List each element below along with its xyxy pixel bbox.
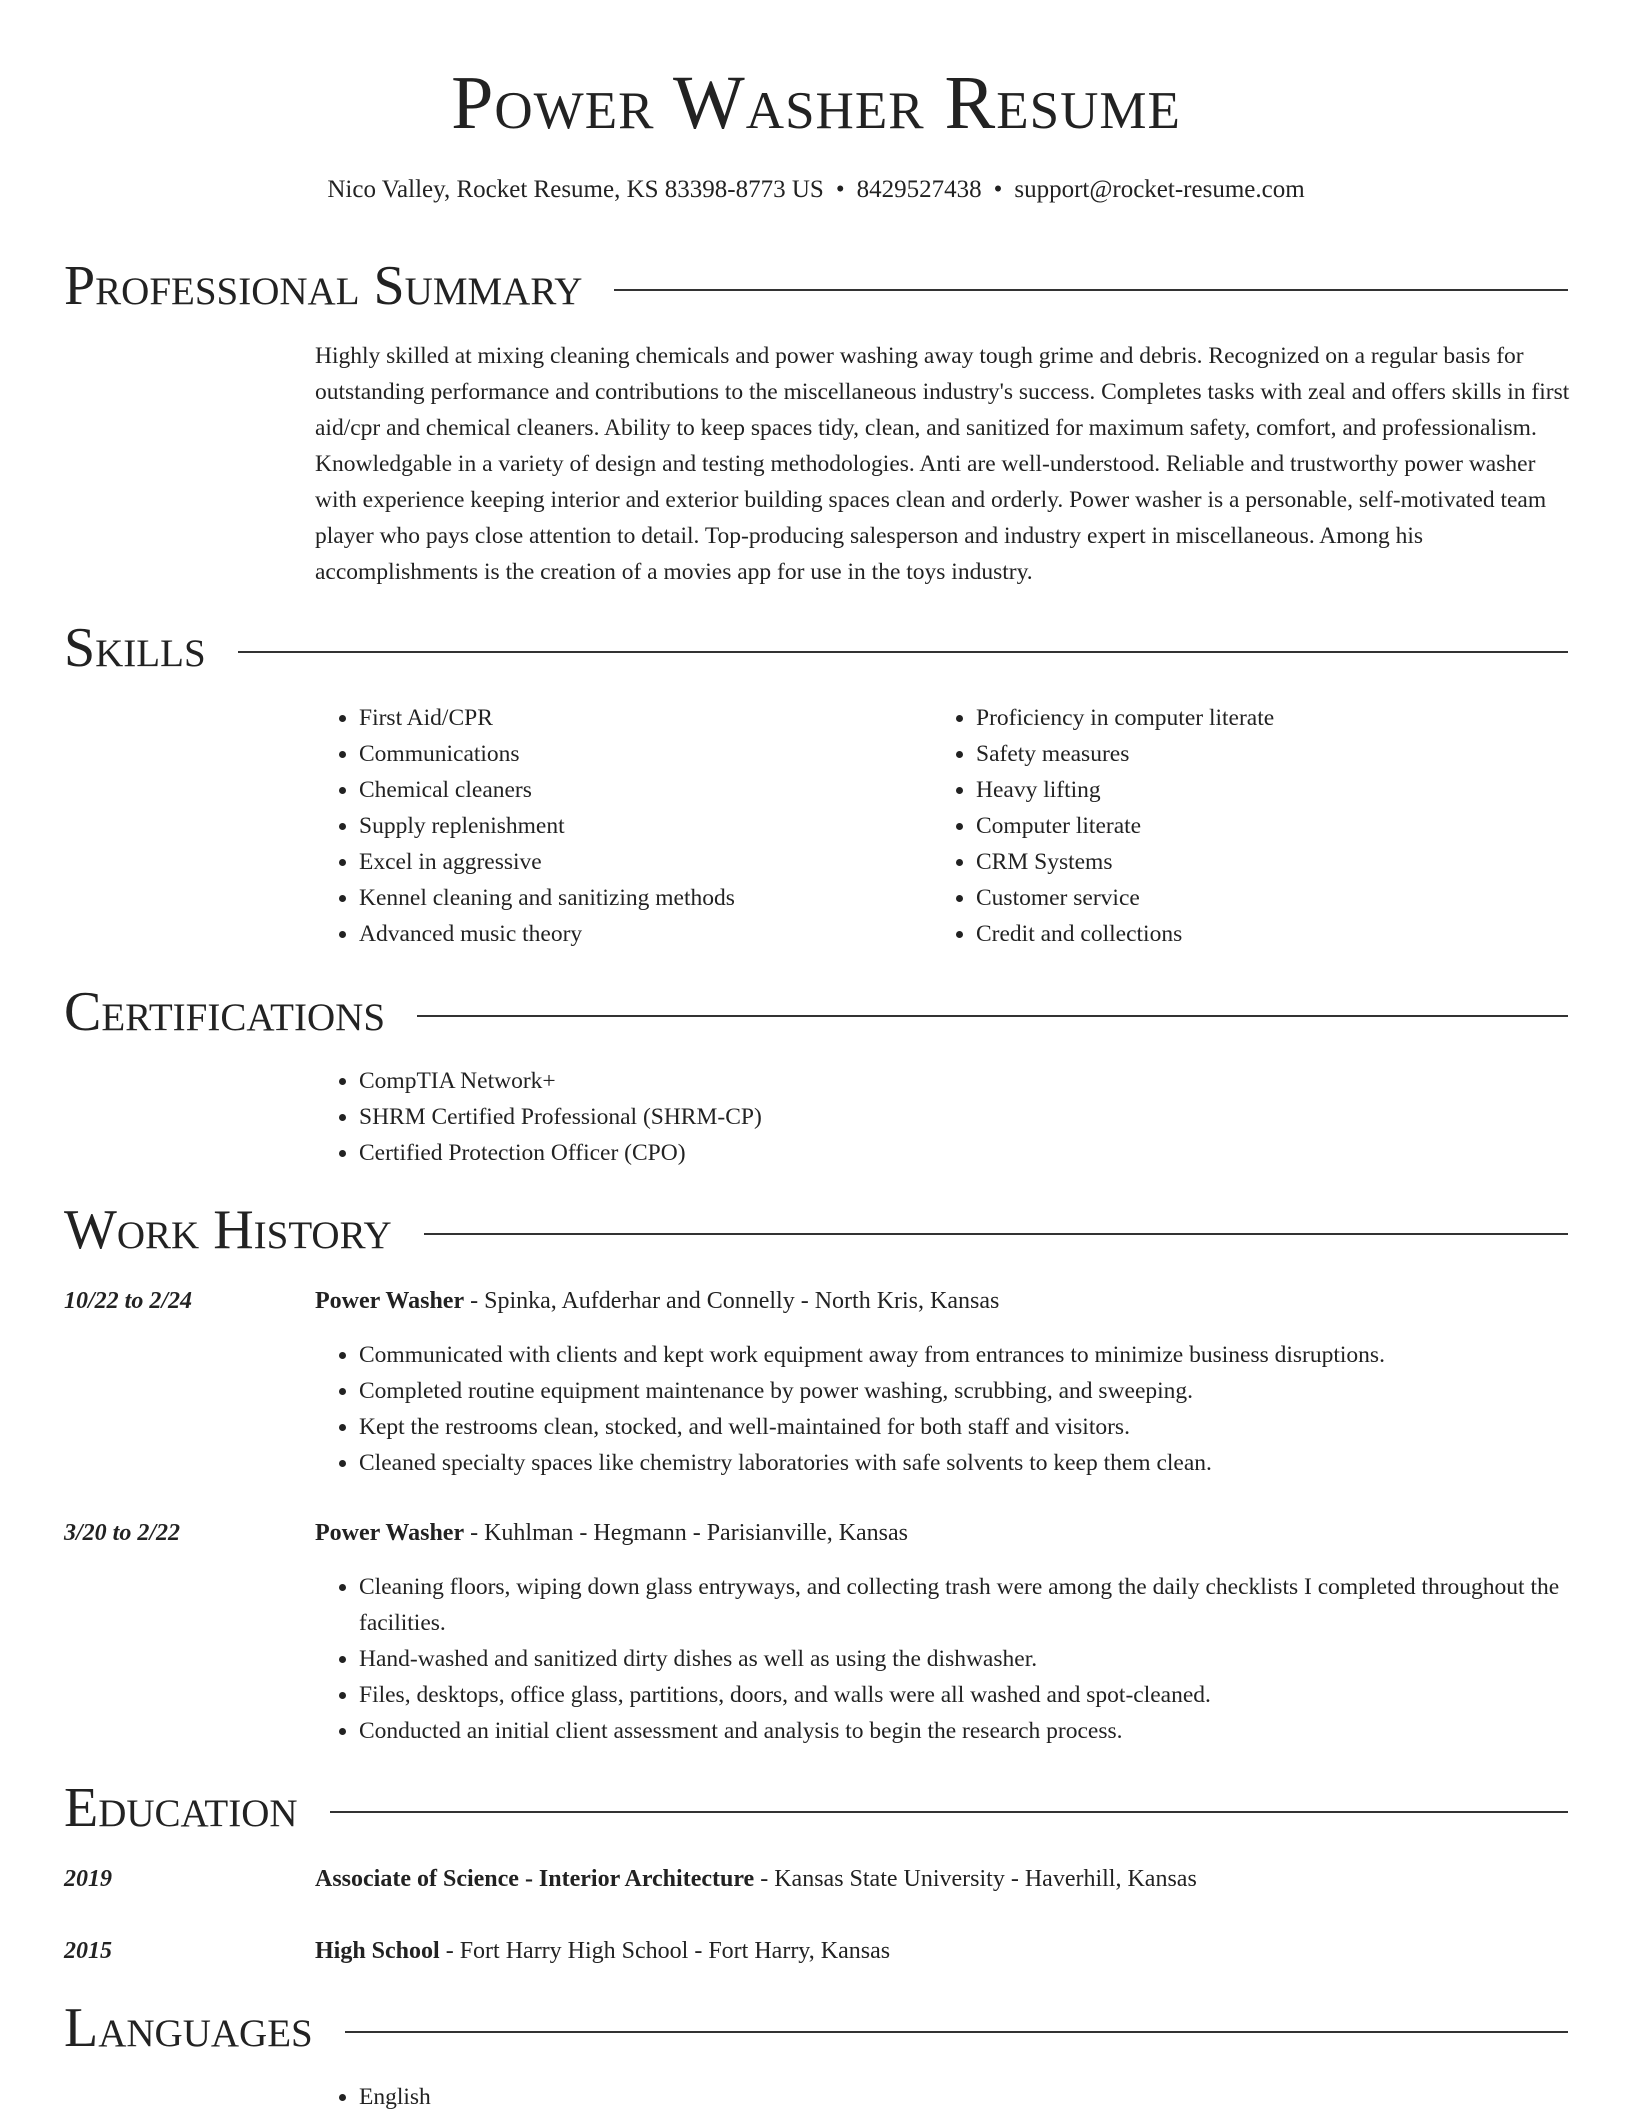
- list-item: • Files, desktops, office glass, partitions, doors, and walls were all washed and spot-cleaned.: [359, 1677, 1614, 1713]
- education-degree: High School: [315, 1938, 440, 1964]
- section-heading: Certifications: [64, 981, 386, 1043]
- section-skills: [64, 616, 1568, 680]
- job-role: Power Washer: [315, 1288, 465, 1314]
- list-item: • Completed routine equipment maintenance by power washing, scrubbing, and sweeping.: [359, 1373, 1614, 1409]
- list-item: • Proficiency in computer literate: [976, 700, 1596, 736]
- contact-address: Nico Valley, Rocket Resume, KS 83398-8773 US: [327, 176, 824, 203]
- list-item: • Conducted an initial client assessment and analysis to begin the research process.: [359, 1713, 1614, 1749]
- section-divider: [417, 1015, 1568, 1017]
- education-line: [315, 1933, 1570, 1969]
- list-item: • CRM Systems: [976, 844, 1596, 880]
- education-line: [315, 1861, 1570, 1897]
- list-item: • Cleaned specialty spaces like chemistry laboratories with safe solvents to keep them clean.: [359, 1445, 1614, 1481]
- list-item: • Heavy lifting: [976, 772, 1596, 808]
- skills-list-right: [932, 700, 1596, 952]
- list-item: • Chemical cleaners: [359, 772, 959, 808]
- section-divider: [330, 1811, 1568, 1813]
- section-heading: Professional Summary: [64, 255, 583, 317]
- job-role: Power Washer: [315, 1520, 465, 1546]
- section-heading: Languages: [64, 1997, 313, 2059]
- list-item: • Hand-washed and sanitized dirty dishes as well as using the dishwasher.: [359, 1641, 1614, 1677]
- job-title-line: [315, 1283, 1570, 1319]
- list-item: • Credit and collections: [976, 916, 1596, 952]
- job-bullets: [315, 1569, 1614, 1749]
- section-work-history: [64, 1198, 1568, 1262]
- education-degree: Associate of Science - Interior Architecture: [315, 1866, 755, 1892]
- languages-list: [315, 2079, 1614, 2115]
- resume-title: Power Washer Resume: [451, 61, 1181, 145]
- list-item: • English: [359, 2079, 1614, 2115]
- job-dates: 3/20 to 2/22: [64, 1520, 181, 1546]
- section-professional-summary: [64, 254, 1568, 318]
- job-title-line: [315, 1515, 1570, 1551]
- list-item: • Customer service: [976, 880, 1596, 916]
- education-year: 2019: [64, 1866, 112, 1892]
- job-company: - Kuhlman - Hegmann - Parisianville, Kansas: [464, 1520, 909, 1546]
- contact-line: [0, 174, 1632, 206]
- section-heading: Skills: [64, 617, 206, 679]
- list-item: • Cleaning floors, wiping down glass entryways, and collecting trash were among the daily checklists I completed throughout the facilities.: [359, 1569, 1614, 1641]
- list-item: • First Aid/CPR: [359, 700, 959, 736]
- job-bullets: [315, 1337, 1614, 1481]
- section-divider: [614, 289, 1568, 291]
- summary-paragraph: Highly skilled at mixing cleaning chemicals and power washing away tough grime and debris. Recognized on a regular basis for outstanding performance and contributions to the miscellaneous industry's success. Completes tasks with zeal and offers skills in first aid/cpr and chemical cleaners. Ability to keep spaces tidy, clean, and sanitized for maximum safety, comfort, and professionalism. Knowledgable in a variety of design and testing methodologies. Anti are well-understood. Reliable and trustworthy power washer with experience keeping interior and exterior building spaces clean and orderly. Power washer is a personable, self-motivated team player who pays close attention to detail. Top-producing salesperson and industry expert in miscellaneous. Among his accomplishments is the creation of a movies app for use in the toys industry.: [315, 343, 1570, 585]
- list-item: • Certified Protection Officer (CPO): [359, 1135, 1614, 1171]
- education-school: - Kansas State University - Haverhill, Kansas: [754, 1866, 1197, 1892]
- list-item: • Kennel cleaning and sanitizing methods: [359, 880, 959, 916]
- education-year: 2015: [64, 1938, 112, 1964]
- section-divider: [345, 2031, 1568, 2033]
- section-heading: Education: [64, 1777, 298, 1839]
- job-dates: 10/22 to 2/24: [64, 1288, 193, 1314]
- section-certifications: [64, 980, 1568, 1044]
- section-education: [64, 1776, 1568, 1840]
- certifications-list: [315, 1063, 1614, 1171]
- list-item: • Computer literate: [976, 808, 1596, 844]
- section-divider: [424, 1233, 1568, 1235]
- list-item: • Safety measures: [976, 736, 1596, 772]
- contact-email: support@rocket-resume.com: [1014, 176, 1305, 203]
- list-item: • Advanced music theory: [359, 916, 959, 952]
- list-item: • Communications: [359, 736, 959, 772]
- contact-separator: •: [835, 176, 845, 203]
- section-languages: [64, 1996, 1568, 2060]
- list-item: • Kept the restrooms clean, stocked, and well-maintained for both staff and visitors.: [359, 1409, 1614, 1445]
- section-divider: [238, 651, 1568, 653]
- section-heading: Work History: [64, 1199, 392, 1261]
- contact-separator: •: [993, 176, 1003, 203]
- list-item: • Supply replenishment: [359, 808, 959, 844]
- list-item: • CompTIA Network+: [359, 1063, 1614, 1099]
- list-item: • SHRM Certified Professional (SHRM-CP): [359, 1099, 1614, 1135]
- list-item: • Communicated with clients and kept work equipment away from entrances to minimize business disruptions.: [359, 1337, 1614, 1373]
- education-school: - Fort Harry High School - Fort Harry, Kansas: [439, 1938, 891, 1964]
- job-company: - Spinka, Aufderhar and Connelly - North Kris, Kansas: [464, 1288, 1000, 1314]
- skills-list-left: [315, 700, 959, 952]
- contact-phone: 8429527438: [856, 176, 982, 203]
- list-item: • Excel in aggressive: [359, 844, 959, 880]
